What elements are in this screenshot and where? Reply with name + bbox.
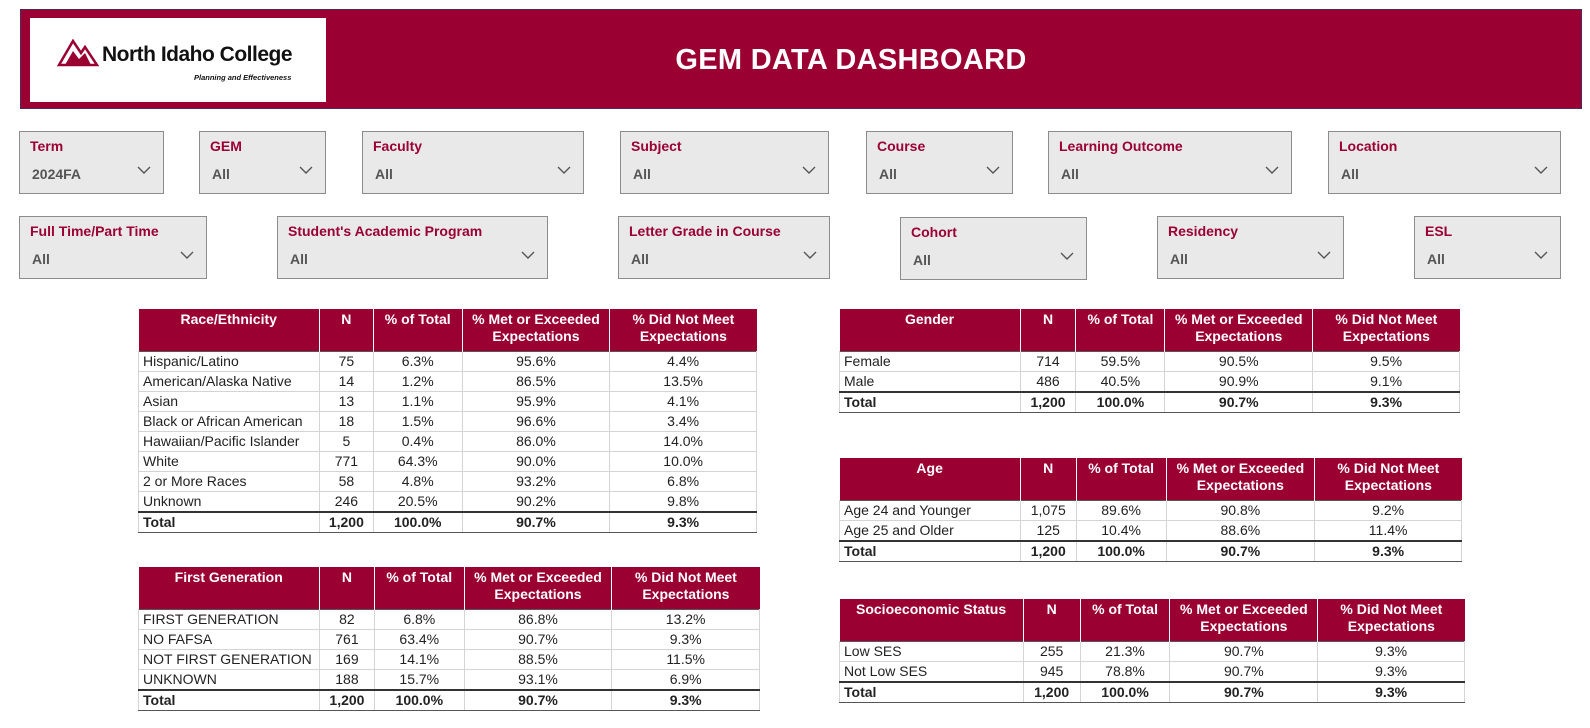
first-generation-table [138,567,760,711]
table-row [840,351,1460,371]
total-label: Total [840,392,1021,413]
column-header[interactable]: N [1020,458,1076,500]
category-cell: Black or African American [139,411,320,431]
pct-met-cell: 93.1% [464,669,612,690]
pct-met-cell: 86.8% [464,609,612,629]
pct-total-cell: 10.4% [1076,520,1166,541]
n-cell: 58 [319,471,373,491]
pct-met-cell: 86.5% [462,371,610,391]
table-row [139,391,757,411]
filter-value: All [879,166,897,182]
pct-total-cell: 1.1% [373,391,462,411]
filter-label: Location [1339,138,1398,154]
filter-label: GEM [210,138,242,154]
pct-not-met-cell: 4.4% [610,351,757,371]
filter-value: All [1341,166,1359,182]
n-cell: 18 [319,411,373,431]
n-cell: 188 [319,669,374,690]
chevron-down-icon [299,166,313,175]
filter-location[interactable] [1328,131,1561,194]
table-row [139,451,757,471]
total-label: Total [139,512,320,533]
n-cell: 1,200 [319,690,374,711]
pct-not-met-cell: 9.3% [1318,682,1465,703]
filter-value: All [1170,251,1188,267]
total-label: Total [840,541,1021,562]
total-label: Total [840,682,1024,703]
pct-total-cell: 14.1% [374,649,464,669]
pct-met-cell: 90.7% [1166,541,1315,562]
n-cell: 1,200 [319,512,373,533]
dashboard-header [20,9,1582,109]
pct-met-cell: 90.7% [462,512,610,533]
page-title: GEM DATA DASHBOARD [675,44,1027,76]
pct-total-cell: 1.5% [373,411,462,431]
pct-not-met-cell: 9.2% [1315,500,1462,520]
table-row [139,649,760,669]
chevron-down-icon [986,166,1000,175]
pct-not-met-cell: 11.5% [612,649,760,669]
chevron-down-icon [802,166,816,175]
pct-met-cell: 95.9% [462,391,610,411]
table-row [139,431,757,451]
pct-met-cell: 90.7% [1170,682,1318,703]
pct-not-met-cell: 9.8% [610,491,757,512]
filter-value: All [631,251,649,267]
pct-not-met-cell: 9.3% [1313,392,1460,413]
mountain-logo-icon [57,37,99,67]
pct-not-met-cell: 9.3% [610,512,757,533]
n-cell: 1,075 [1020,500,1076,520]
n-cell: 255 [1023,641,1080,661]
pct-total-cell: 0.4% [373,431,462,451]
column-header[interactable]: % Did Not Meet Expectations [1315,458,1462,500]
filter-esl[interactable] [1414,216,1561,279]
pct-not-met-cell: 10.0% [610,451,757,471]
filter-value: All [913,252,931,268]
pct-met-cell: 86.0% [462,431,610,451]
pct-total-cell: 100.0% [1076,541,1166,562]
pct-met-cell: 90.7% [464,690,612,711]
column-header[interactable]: % Met or Exceeded Expectations [462,309,610,351]
category-cell: NOT FIRST GENERATION [139,649,320,669]
column-header[interactable]: % of Total [1076,458,1166,500]
column-header[interactable]: % Met or Exceeded Expectations [1170,599,1318,641]
chevron-down-icon [521,251,535,260]
filter-label: Faculty [373,138,423,154]
table-row [139,411,757,431]
category-cell: Female [840,351,1021,371]
category-cell: Hispanic/Latino [139,351,320,371]
pct-met-cell: 90.2% [462,491,610,512]
column-header[interactable]: Gender [840,309,1021,351]
pct-met-cell: 88.5% [464,649,612,669]
column-header[interactable]: % of Total [1080,599,1170,641]
n-cell: 5 [319,431,373,451]
pct-not-met-cell: 6.9% [612,669,760,690]
column-header[interactable]: N [319,309,373,351]
pct-not-met-cell: 9.3% [1315,541,1462,562]
column-header[interactable]: N [1023,599,1080,641]
chevron-down-icon [1265,166,1279,175]
pct-total-cell: 59.5% [1076,351,1165,371]
filter-full-time-part-time[interactable] [19,216,207,279]
chevron-down-icon [1317,251,1331,260]
pct-met-cell: 90.7% [464,629,612,649]
filter-label: Student's Academic Program [288,223,483,239]
pct-met-cell: 88.6% [1166,520,1315,541]
n-cell: 1,200 [1023,682,1080,703]
filter-label: Subject [631,138,682,154]
pct-not-met-cell: 9.3% [1318,641,1465,661]
pct-not-met-cell: 9.3% [612,629,760,649]
column-header[interactable]: First Generation [139,567,320,609]
pct-not-met-cell: 9.5% [1313,351,1460,371]
filter-residency[interactable] [1157,216,1344,279]
pct-not-met-cell: 14.0% [610,431,757,451]
filter-value: All [1427,251,1445,267]
chevron-down-icon [180,251,194,260]
category-cell: Asian [139,391,320,411]
pct-not-met-cell: 9.3% [1318,661,1465,682]
filter-letter-grade[interactable] [618,216,830,279]
logo-name: North Idaho College [102,43,292,66]
pct-met-cell: 95.6% [462,351,610,371]
table-row [139,609,760,629]
pct-met-cell: 90.8% [1166,500,1315,520]
column-header[interactable]: Socioeconomic Status [840,599,1024,641]
category-cell: UNKNOWN [139,669,320,690]
column-header[interactable]: % Met or Exceeded Expectations [1166,458,1315,500]
table-row [139,669,760,690]
n-cell: 125 [1020,520,1076,541]
chevron-down-icon [1060,252,1074,261]
pct-total-cell: 1.2% [373,371,462,391]
filter-cohort[interactable] [900,217,1087,280]
filter-value: All [32,251,50,267]
pct-not-met-cell: 11.4% [1315,520,1462,541]
n-cell: 714 [1020,351,1076,371]
pct-total-cell: 20.5% [373,491,462,512]
category-cell: Unknown [139,491,320,512]
pct-not-met-cell: 13.2% [612,609,760,629]
pct-not-met-cell: 13.5% [610,371,757,391]
table-row [139,471,757,491]
table-row [840,500,1462,520]
pct-total-cell: 63.4% [374,629,464,649]
pct-total-cell: 100.0% [1080,682,1170,703]
pct-met-cell: 90.5% [1165,351,1313,371]
filter-learning-outcome[interactable] [1048,131,1292,194]
n-cell: 82 [319,609,374,629]
filter-label: Full Time/Part Time [30,223,159,239]
filter-label: Cohort [911,224,957,240]
table-row [139,371,757,391]
pct-total-cell: 78.8% [1080,661,1170,682]
pct-not-met-cell: 6.8% [610,471,757,491]
race-ethnicity-table [138,309,757,533]
chevron-down-icon [137,166,151,175]
filter-term[interactable] [19,131,164,194]
n-cell: 1,200 [1020,392,1076,413]
category-cell: Male [840,371,1021,392]
age-table [839,458,1462,562]
column-header[interactable]: % Met or Exceeded Expectations [1165,309,1313,351]
table-row [139,351,757,371]
gender-table [839,309,1460,413]
pct-met-cell: 90.7% [1170,641,1318,661]
pct-total-cell: 21.3% [1080,641,1170,661]
filter-value: All [1061,166,1079,182]
n-cell: 75 [319,351,373,371]
filter-course[interactable] [866,131,1013,194]
pct-total-cell: 100.0% [373,512,462,533]
category-cell: Age 25 and Older [840,520,1021,541]
column-header[interactable]: Age [840,458,1021,500]
filter-label: Learning Outcome [1059,138,1183,154]
filter-value: All [633,166,651,182]
category-cell: Not Low SES [840,661,1024,682]
column-header[interactable]: Race/Ethnicity [139,309,320,351]
column-header[interactable]: % Did Not Meet Expectations [1318,599,1465,641]
category-cell: FIRST GENERATION [139,609,320,629]
n-cell: 761 [319,629,374,649]
pct-met-cell: 90.9% [1165,371,1313,392]
n-cell: 14 [319,371,373,391]
pct-total-cell: 89.6% [1076,500,1166,520]
column-header[interactable]: % of Total [373,309,462,351]
pct-total-cell: 40.5% [1076,371,1165,392]
filter-faculty[interactable] [362,131,584,194]
pct-total-cell: 4.8% [373,471,462,491]
column-header[interactable]: % of Total [1076,309,1165,351]
chevron-down-icon [1534,251,1548,260]
total-row [840,392,1460,413]
socioeconomic-status-table [839,599,1465,703]
n-cell: 246 [319,491,373,512]
column-header[interactable]: % Did Not Meet Expectations [612,567,760,609]
table-row [139,491,757,512]
pct-total-cell: 15.7% [374,669,464,690]
column-header[interactable]: % of Total [374,567,464,609]
table-row [139,629,760,649]
filter-academic-program[interactable] [277,216,548,279]
column-header[interactable]: N [319,567,374,609]
filter-value: All [375,166,393,182]
filter-value: All [212,166,230,182]
filter-label: Term [30,138,64,154]
table-row [840,641,1465,661]
column-header[interactable]: % Did Not Meet Expectations [1313,309,1460,351]
filter-value: 2024FA [32,166,82,182]
table-row [840,661,1465,682]
total-row [840,682,1465,703]
pct-total-cell: 100.0% [1076,392,1165,413]
n-cell: 169 [319,649,374,669]
pct-total-cell: 100.0% [374,690,464,711]
total-row [840,541,1462,562]
filter-label: Letter Grade in Course [629,223,781,239]
column-header[interactable]: N [1020,309,1076,351]
pct-total-cell: 6.8% [374,609,464,629]
pct-met-cell: 93.2% [462,471,610,491]
pct-not-met-cell: 9.1% [1313,371,1460,392]
category-cell: Low SES [840,641,1024,661]
table-row [840,520,1462,541]
category-cell: Age 24 and Younger [840,500,1021,520]
filter-subject[interactable] [620,131,829,194]
n-cell: 13 [319,391,373,411]
category-cell: White [139,451,320,471]
n-cell: 945 [1023,661,1080,682]
column-header[interactable]: % Met or Exceeded Expectations [464,567,612,609]
pct-met-cell: 90.0% [462,451,610,471]
column-header[interactable]: % Did Not Meet Expectations [610,309,757,351]
filter-value: All [290,251,308,267]
pct-met-cell: 96.6% [462,411,610,431]
chevron-down-icon [557,166,571,175]
category-cell: American/Alaska Native [139,371,320,391]
filter-label: Residency [1168,223,1239,239]
n-cell: 486 [1020,371,1076,392]
filter-label: ESL [1425,223,1453,239]
category-cell: 2 or More Races [139,471,320,491]
pct-met-cell: 90.7% [1170,661,1318,682]
total-row [139,690,760,711]
category-cell: NO FAFSA [139,629,320,649]
pct-total-cell: 64.3% [373,451,462,471]
logo-subtitle: Planning and Effectiveness [194,73,292,82]
college-logo [30,18,326,102]
chevron-down-icon [1534,166,1548,175]
pct-met-cell: 90.7% [1165,392,1313,413]
n-cell: 771 [319,451,373,471]
total-label: Total [139,690,320,711]
filter-label: Course [877,138,926,154]
n-cell: 1,200 [1020,541,1076,562]
category-cell: Hawaiian/Pacific Islander [139,431,320,451]
pct-not-met-cell: 4.1% [610,391,757,411]
chevron-down-icon [803,251,817,260]
table-row [840,371,1460,392]
pct-not-met-cell: 3.4% [610,411,757,431]
pct-total-cell: 6.3% [373,351,462,371]
total-row [139,512,757,533]
pct-not-met-cell: 9.3% [612,690,760,711]
filter-gem[interactable] [199,131,326,194]
